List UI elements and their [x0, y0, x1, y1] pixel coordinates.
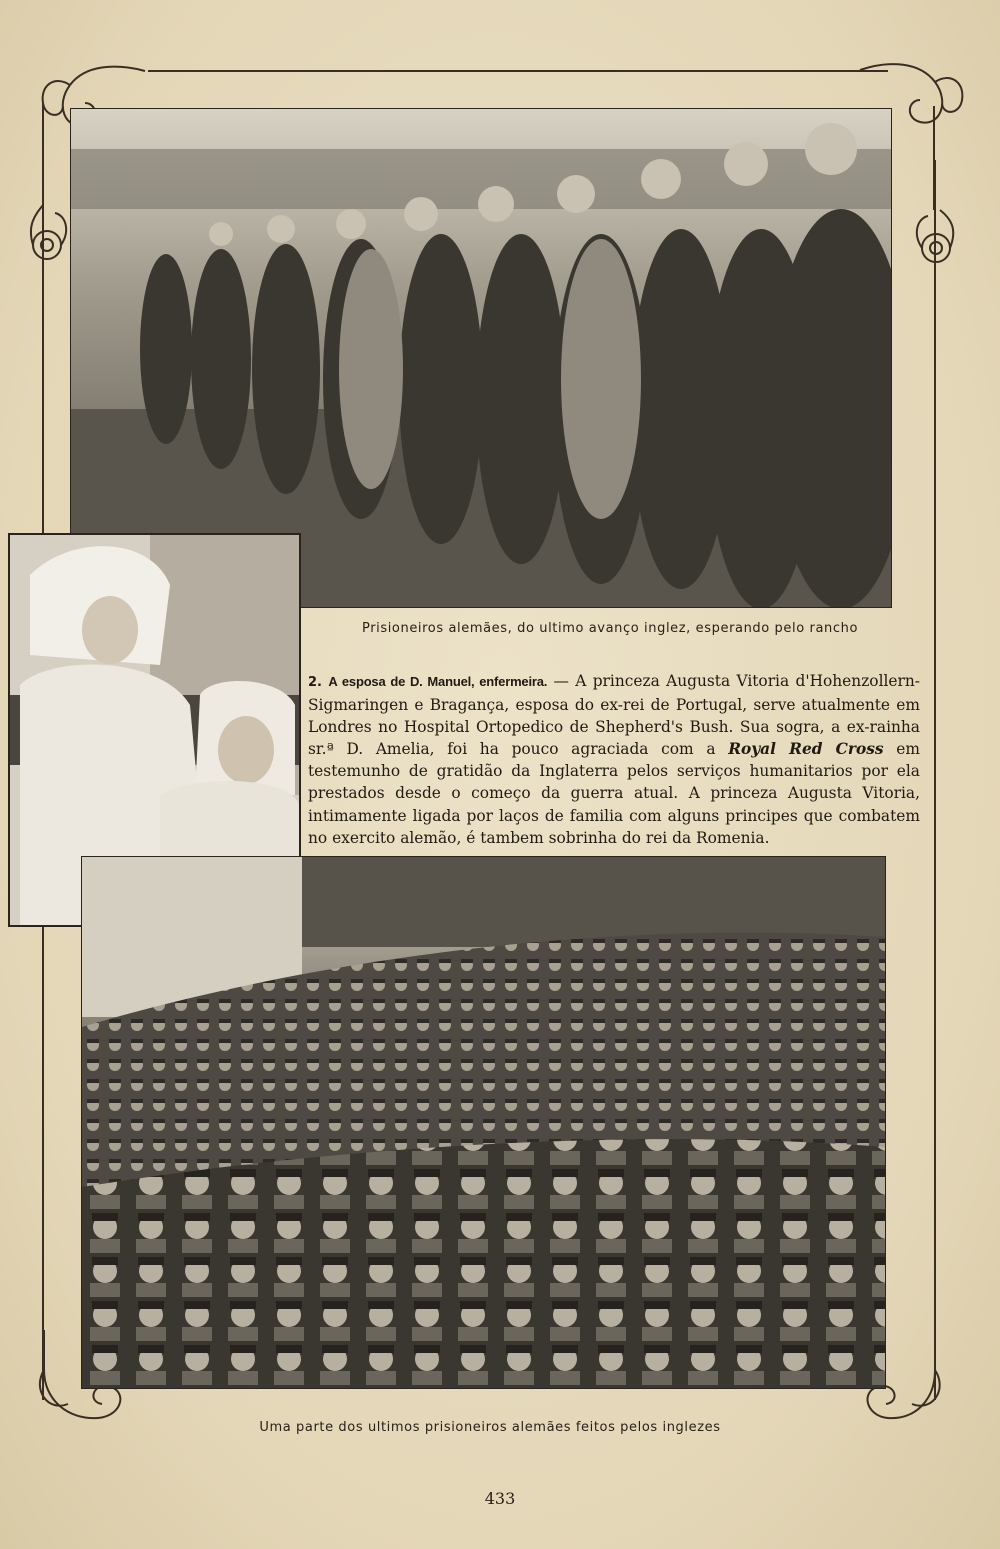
article-heading: A esposa de D. Manuel, enfermeira. [328, 674, 548, 689]
frame-line-right [934, 160, 936, 1400]
article-nurse-princess [308, 670, 920, 849]
page-number: 433 [484, 1489, 516, 1508]
bottom-photo-caption: Uma parte dos ultimos prisioneiros alemães feitos pelos inglezes [259, 1420, 721, 1435]
article-number: 2. [308, 675, 322, 690]
top-photo-caption: Prisioneiros alemães, do ultimo avanço inglez, esperando pelo rancho [361, 621, 858, 636]
article-emphasis-royal-red-cross: Royal Red Cross [728, 740, 884, 759]
article-text-before-em: A princeza Augusta Vitoria d'Hohenzollern-Sigmaringen e Bragança, esposa do ex-rei de Portugal, serve atualmente em Londres no Hospital Ortopedico de Shepherd's Bush. Sua sogra, a ex-rainha sr.ª D. Amelia, foi ha pouco agraciada com a [308, 672, 920, 759]
article-text-after-em: em testemunho de gratidão da Inglaterra pelos serviços humanitarios por ela prestados desde o começo da guerra atual. A princeza Augusta Vitoria, intimamente ligada por laços de familia com alguns principes que combatem no exercito alemão, é tambem sobrinha do rei da Romenia. [308, 740, 920, 847]
article-dash: — [547, 672, 576, 690]
bottom-photo-crowd-of-prisoners [81, 856, 886, 1389]
frame-line-top [148, 70, 888, 72]
